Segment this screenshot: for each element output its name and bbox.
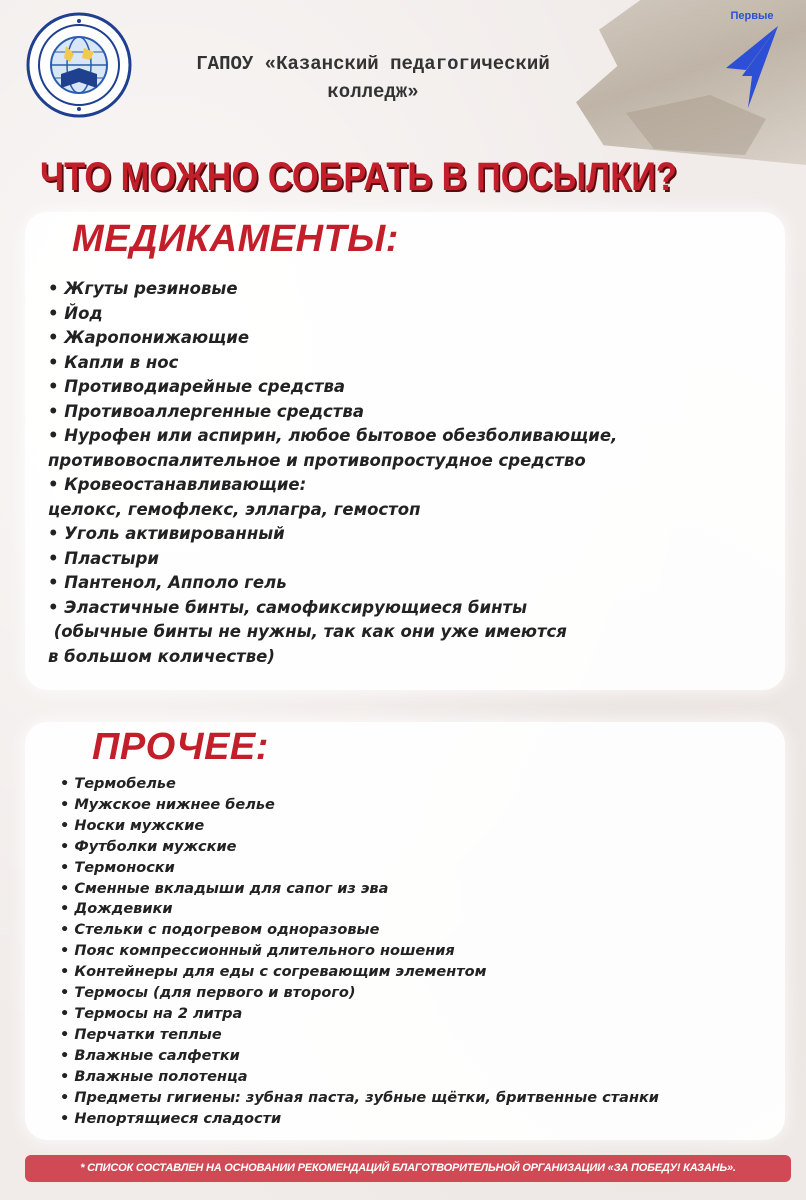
list-item: • Термосы (для первого и второго) xyxy=(60,985,356,1002)
list-item: • Жгуты резиновые xyxy=(48,279,238,298)
other-list xyxy=(60,774,659,1129)
page-title: ЧТО МОЖНО СОБРАТЬ В ПОСЫЛКИ? xyxy=(40,155,677,199)
list-item: • Термобелье xyxy=(60,776,176,792)
brand-logo xyxy=(722,10,782,117)
list-item: противовоспалительное и противопростудное средство xyxy=(48,450,586,470)
list-item: • Футболки мужские xyxy=(60,838,237,855)
list-item: • Уголь активированный xyxy=(48,524,285,543)
list-item: • Эластичные бинты, самофиксирующиеся бинты xyxy=(48,597,527,617)
list-item: целокс, гемофлекс, эллагра, гемостоп xyxy=(48,499,421,519)
list-item: • Предметы гигиены: зубная паста, зубные щётки, бритвенные станки xyxy=(60,1089,659,1106)
list-item: в большом количестве) xyxy=(48,646,275,666)
list-item: • Стельки с подогревом одноразовые xyxy=(60,922,380,939)
list-item: (обычные бинты не нужны, так как они уже имеются xyxy=(48,622,567,641)
list-item: • Носки мужские xyxy=(60,817,205,834)
list-item: • Пластыри xyxy=(48,548,159,568)
list-item: • Пояс компрессионный длительного ношения xyxy=(60,943,455,960)
list-item: • Йод xyxy=(48,303,103,323)
list-item: • Непортящиеся сладости xyxy=(60,1110,282,1127)
other-heading: ПРОЧЕЕ: xyxy=(92,726,269,768)
list-item: • Противоаллергенные средства xyxy=(48,401,364,421)
list-item: • Термосы на 2 литра xyxy=(60,1005,243,1022)
college-logo xyxy=(26,12,132,118)
list-item: • Кровеостанавливающие: xyxy=(48,475,307,494)
list-item: • Термоноски xyxy=(60,859,175,876)
list-item: • Противодиарейные средства xyxy=(48,377,346,396)
medicines-heading: МЕДИКАМЕНТЫ: xyxy=(72,218,399,260)
footnote-banner: * СПИСОК СОСТАВЛЕН НА ОСНОВАНИИ РЕКОМЕНДАЦИЙ БЛАГОТВОРИТЕЛЬНОЙ ОРГАНИЗАЦИИ «ЗА ПОБЕДУ! КАЗАНЬ». xyxy=(25,1155,791,1182)
arrow-icon xyxy=(722,22,782,112)
list-item: • Капли в нос xyxy=(48,352,179,372)
list-item: • Перчатки теплые xyxy=(60,1026,222,1043)
list-item: • Влажные полотенца xyxy=(60,1068,248,1085)
medicines-list xyxy=(48,277,617,669)
list-item: • Пантенол, Апполо гель xyxy=(48,573,287,592)
list-item: • Нурофен или аспирин, любое бытовое обезболивающие, xyxy=(48,426,618,445)
list-item: • Влажные салфетки xyxy=(60,1047,240,1064)
list-item: • Сменные вкладыши для сапог из эва xyxy=(60,880,389,897)
list-item: • Дождевики xyxy=(60,901,173,918)
list-item: • Контейнеры для еды с согревающим элементом xyxy=(60,964,487,981)
list-item: • Мужское нижнее белье xyxy=(60,796,275,813)
college-name-line1: ГАПОУ «Казанский педагогический xyxy=(196,53,550,75)
college-name xyxy=(143,50,603,106)
brand-label: Первые xyxy=(730,10,774,22)
list-item: • Жаропонижающие xyxy=(48,328,250,347)
college-name-line2: колледж» xyxy=(327,81,419,103)
